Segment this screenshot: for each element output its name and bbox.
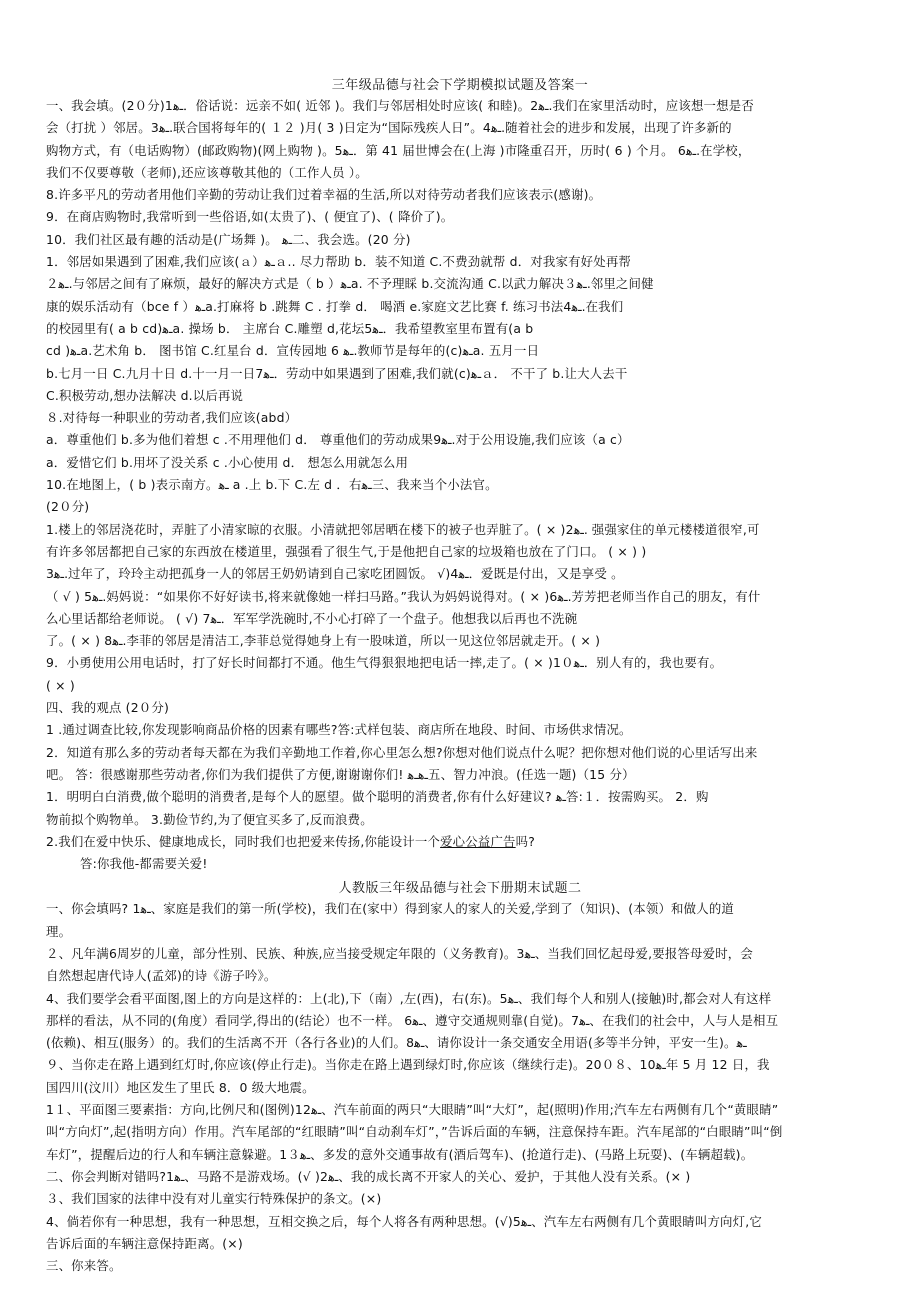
text-line: 4、倘若你有一种思想，我有一种思想，互相交换之后，每个人将各有两种思想。(√)5ـﻫ、汽车左右两侧有几个黄眼睛叫方向灯,它 (46, 1213, 762, 1229)
text-line: 10.在地图上，( b )表示南方。ـﻫ a .上 b.下 C.左 d ．右ـﻫ三、我来当个小法官。 (46, 477, 498, 493)
text-line: 康的娱乐活动有（bce f ）ـﻫa.打麻将 b .跳舞 C . 打拳 d． 喝酒 e.家庭文艺比赛 f. 练习书法4ـﻫ.在我们 (46, 298, 624, 314)
text-line: ２ـﻫ.与邻居之间有了麻烦，最好的解决方式是（ b ）ـﻫa. 不予理睬 b.交流沟通 C.以武力解决３ـﻫ.邻里之间健 (46, 276, 654, 292)
text-line: 会（打扰 ）邻居。3ـﻫ.联合国将每年的( １２ )月( 3 )日定为“国际残疾人日”。4ـﻫ.随着社会的进步和发展，出现了许多新的 (46, 120, 732, 136)
text-line: 告诉后面的车辆注意保持距离。(×) (46, 1235, 243, 1251)
text-line: ( × ) (46, 677, 75, 693)
text-line: 那样的看法，从不同的(角度）看同学,得出的(结论）也不一样。 6ـﻫ、遵守交通规则靠(自觉)。7ـﻫ、在我们的社会中，人与人是相互 (46, 1012, 779, 1028)
text-line: （ √ ) 5ـﻫ.妈妈说：“如果你不好好读书,将来就像她一样扫马路。”我认为妈妈说得对。( × )6ـﻫ.芳芳把老师当作自己的朋友，有什 (46, 588, 761, 604)
text-line: 物前拟个购物单。 3.勤俭节约,为了便宜买多了,反而浪费。 (46, 811, 373, 827)
text-line: 自然想起唐代诗人(孟郊)的诗《游子吟》。 (46, 968, 277, 984)
text-line: a．尊重他们 b.多为他们着想 c .不用理他们 d． 尊重他们的劳动成果9ـﻫ.对于公用设施,我们应该（a c） (46, 432, 630, 448)
question-text: 2.我们在爱中快乐、健康地成长，同时我们也把爱来传扬,你能设计一个 (46, 833, 441, 849)
text-line: 3ـﻫ.过年了，玲玲主动把孤身一人的邻居王奶奶请到自己家吃团圆饭。 √)4ـﻫ．爱既是付出，又是享受 。 (46, 566, 624, 582)
text-line: 购物方式，有（电话购物）(邮政购物)(网上购物 )。5ـﻫ．第 41 届世博会在(上海 )市隆重召开，历时( 6 ) 个月。 6ـﻫ.在学校， (46, 142, 751, 158)
text-line: 理。 (46, 923, 72, 939)
text-line: 三、你来答。 (46, 1258, 122, 1274)
text-line: 车灯”，提醒后边的行人和车辆注意躲避。1３ـﻫ、多发的意外交通事故有(酒后驾车)、(抢道行走)、(马路上玩耍)、(车辆超载)。 (46, 1146, 754, 1162)
text-line: 1１、平面图三要素指：方向,比例尺和(图例)12ـﻫ、汽车前面的两只“大眼睛”叫“大灯”，起(照明)作用;汽车左右两侧有几个“黄眼睛” (46, 1102, 779, 1118)
text-line: 二、你会判断对错吗?1ـﻫ、马路不是游戏场。(√ )2ـﻫ、我的成长离不开家人的关心、爱护，于其他人没有关系。(× ) (46, 1168, 691, 1184)
text-line: 2．知道有那么多的劳动者每天都在为我们辛勤地工作着,你心里怎么想?你想对他们说点什么呢？把你想对他们说的心里话写出来 (46, 744, 758, 760)
question-love-ad (46, 831, 874, 853)
text-line: 4、我们要学会看平面图,图上的方向是这样的：上(北),下（南）,左(西)，右(东)。5ـﻫ、我们每个人和别人(接触)时,都会对人有这样 (46, 990, 772, 1006)
text-line: cd )ـﻫa.艺术角 b． 图书馆 C.红星台 d．宣传园地 6 ـﻫ.教师节是每年的(c)ـﻫa. 五月一日 (46, 343, 540, 359)
text-line: 我们不仅要尊敬（老师),还应该尊敬其他的（工作人员 ）。 (46, 164, 368, 180)
text-line: (依赖)、相互(服务）的。我们的生活离不开（各行各业)的人们。8ـﻫ、请你设计一条交通安全用语(多等半分钟，平安一生)。ـﻫ (46, 1035, 747, 1051)
text-line: ９、当你走在路上遇到红灯时,你应该(停止行走)。当你走在路上遇到绿灯时,你应该（继续行走)。20０８、10ـﻫ年 5 月 12 日，我 (46, 1057, 770, 1073)
text-line: (2０分) (46, 499, 90, 515)
text-line: 的校园里有( a b cd)ـﻫa. 操场 b． 主席台 C.雕塑 d,花坛5ـﻫ．我希望教室里布置有(a b (46, 320, 534, 336)
text-line: 有许多邻居都把自己家的东西放在楼道里，强强看了很生气,于是他把自己家的垃圾箱也放在了门口。 ( × ) ) (46, 543, 647, 559)
text-line: ３、我们国家的法律中没有对儿童实行特殊保护的条文。(×) (46, 1191, 382, 1207)
text-line: ８.对待每一种职业的劳动者,我们应该(abd） (46, 410, 298, 426)
love-ad-link-text: 爱心公益广告 (440, 833, 516, 849)
text-line: 么心里话都给老师说。 ( √) 7ـﻫ．军军学洗碗时,不小心打碎了一个盘子。他想我以后再也不洗碗 (46, 610, 578, 626)
text-line: 一、我会填。(2０分)1ـﻫ．俗话说：远亲不如( 近邻 )。我们与邻居相处时应该( 和睦)。2ـﻫ.我们在家里活动时，应该想一想是否 (46, 98, 754, 113)
text-line: 1 .通过调查比较,你发现影响商品价格的因素有哪些?答:式样包装、商店所在地段、时间、市场供求情况。 (46, 722, 632, 738)
section-part-two (46, 898, 874, 1277)
text-line: 一、你会填吗? 1ـﻫ、家庭是我们的第一所(学校)，我们在(家中）得到家人的家人的关爱,学到了（知识)、(本领）和做人的道 (46, 901, 735, 917)
section-views-and-challenge (46, 697, 874, 831)
text-line: C.积极劳动,想办法解决 d.以后再说 (46, 387, 244, 403)
text-line: b.七月一日 C.九月十日 d.十一月一日7ـﻫ．劳动中如果遇到了困难,我们就(c)ـﻫａ． 不干了 b.让大人去干 (46, 365, 628, 381)
text-line: 9．小勇使用公用电话时，打了好长时间都打不通。他生气得狠狠地把电话一摔,走了。( × )1０ـﻫ．别人有的，我也要有。 (46, 655, 723, 671)
text-line: 1.楼上的邻居浇花时，弄脏了小清家晾的衣服。小清就把邻居晒在楼下的被子也弄脏了。( × )2ـﻫ. 强强家住的单元楼楼道很窄,可 (46, 521, 760, 537)
section-part-one (46, 95, 874, 697)
document-title-2: 人教版三年级品德与社会下册期末试题二 (338, 881, 582, 897)
text-line: 8.许多平凡的劳动者用他们辛勤的劳动让我们过着幸福的生活,所以对待劳动者我们应该表示(感谢)。 (46, 187, 602, 203)
text-line: 四、我的观点 (2０分) (46, 700, 170, 716)
text-line: 了。( × ) 8ـﻫ.李菲的邻居是清洁工,李菲总觉得她身上有一股味道，所以一见这位邻居就走开。( × ) (46, 633, 601, 649)
document-title-1: 三年级品德与社会下学期模拟试题及答案一 (331, 78, 589, 93)
text-line: a．爱惜它们 b.用坏了没关系 c .小心使用 d． 想怎么用就怎么用 (46, 454, 409, 470)
text-line: ２、凡年满6周岁的儿童，部分性别、民族、种族,应当接受规定年限的（义务教育)。3ـﻫ、当我们回忆起母爱,要报答母爱时，会 (46, 945, 753, 961)
text-line: 国四川(汶川）地区发生了里氏 8．0 级大地震。 (46, 1079, 315, 1095)
text-line: 10．我们社区最有趣的活动是(广场舞 )。 ـﻫ二、我会选。(20 分) (46, 231, 411, 247)
text-line: 叫“方向灯”,起(指明方向）作用。汽车尾部的“红眼睛”叫“自动刹车灯”，”告诉后面的车辆，注意保持车距。汽车尾部的“白眼睛”叫“倒 (46, 1124, 783, 1140)
text-line: 1．明明白白消费,做个聪明的消费者,是每个人的愿望。做个聪明的消费者,你有什么好建议? ـﻫ答:１．按需购买。 2．购 (46, 789, 709, 805)
text-line: 9．在商店购物时,我常听到一些俗语,如(太贵了)、( 便宜了)、( 降价了)。 (46, 209, 454, 225)
question-suffix: 吗? (515, 833, 536, 849)
text-line: 吧。 答：很感谢那些劳动者,你们为我们提供了方便,谢谢谢你们! ـﻫـﻫ五、智力冲浪。(任选一题)（15 分） (46, 766, 635, 782)
answer-love-ad: 答:你我他-都需要关爱! (80, 856, 208, 872)
text-line: 1．邻居如果遇到了困难,我们应该(ａ）ـﻫａ.. 尽力帮助 b．装不知道 C.不费劲就帮 d．对我家有好处再帮 (46, 254, 632, 270)
